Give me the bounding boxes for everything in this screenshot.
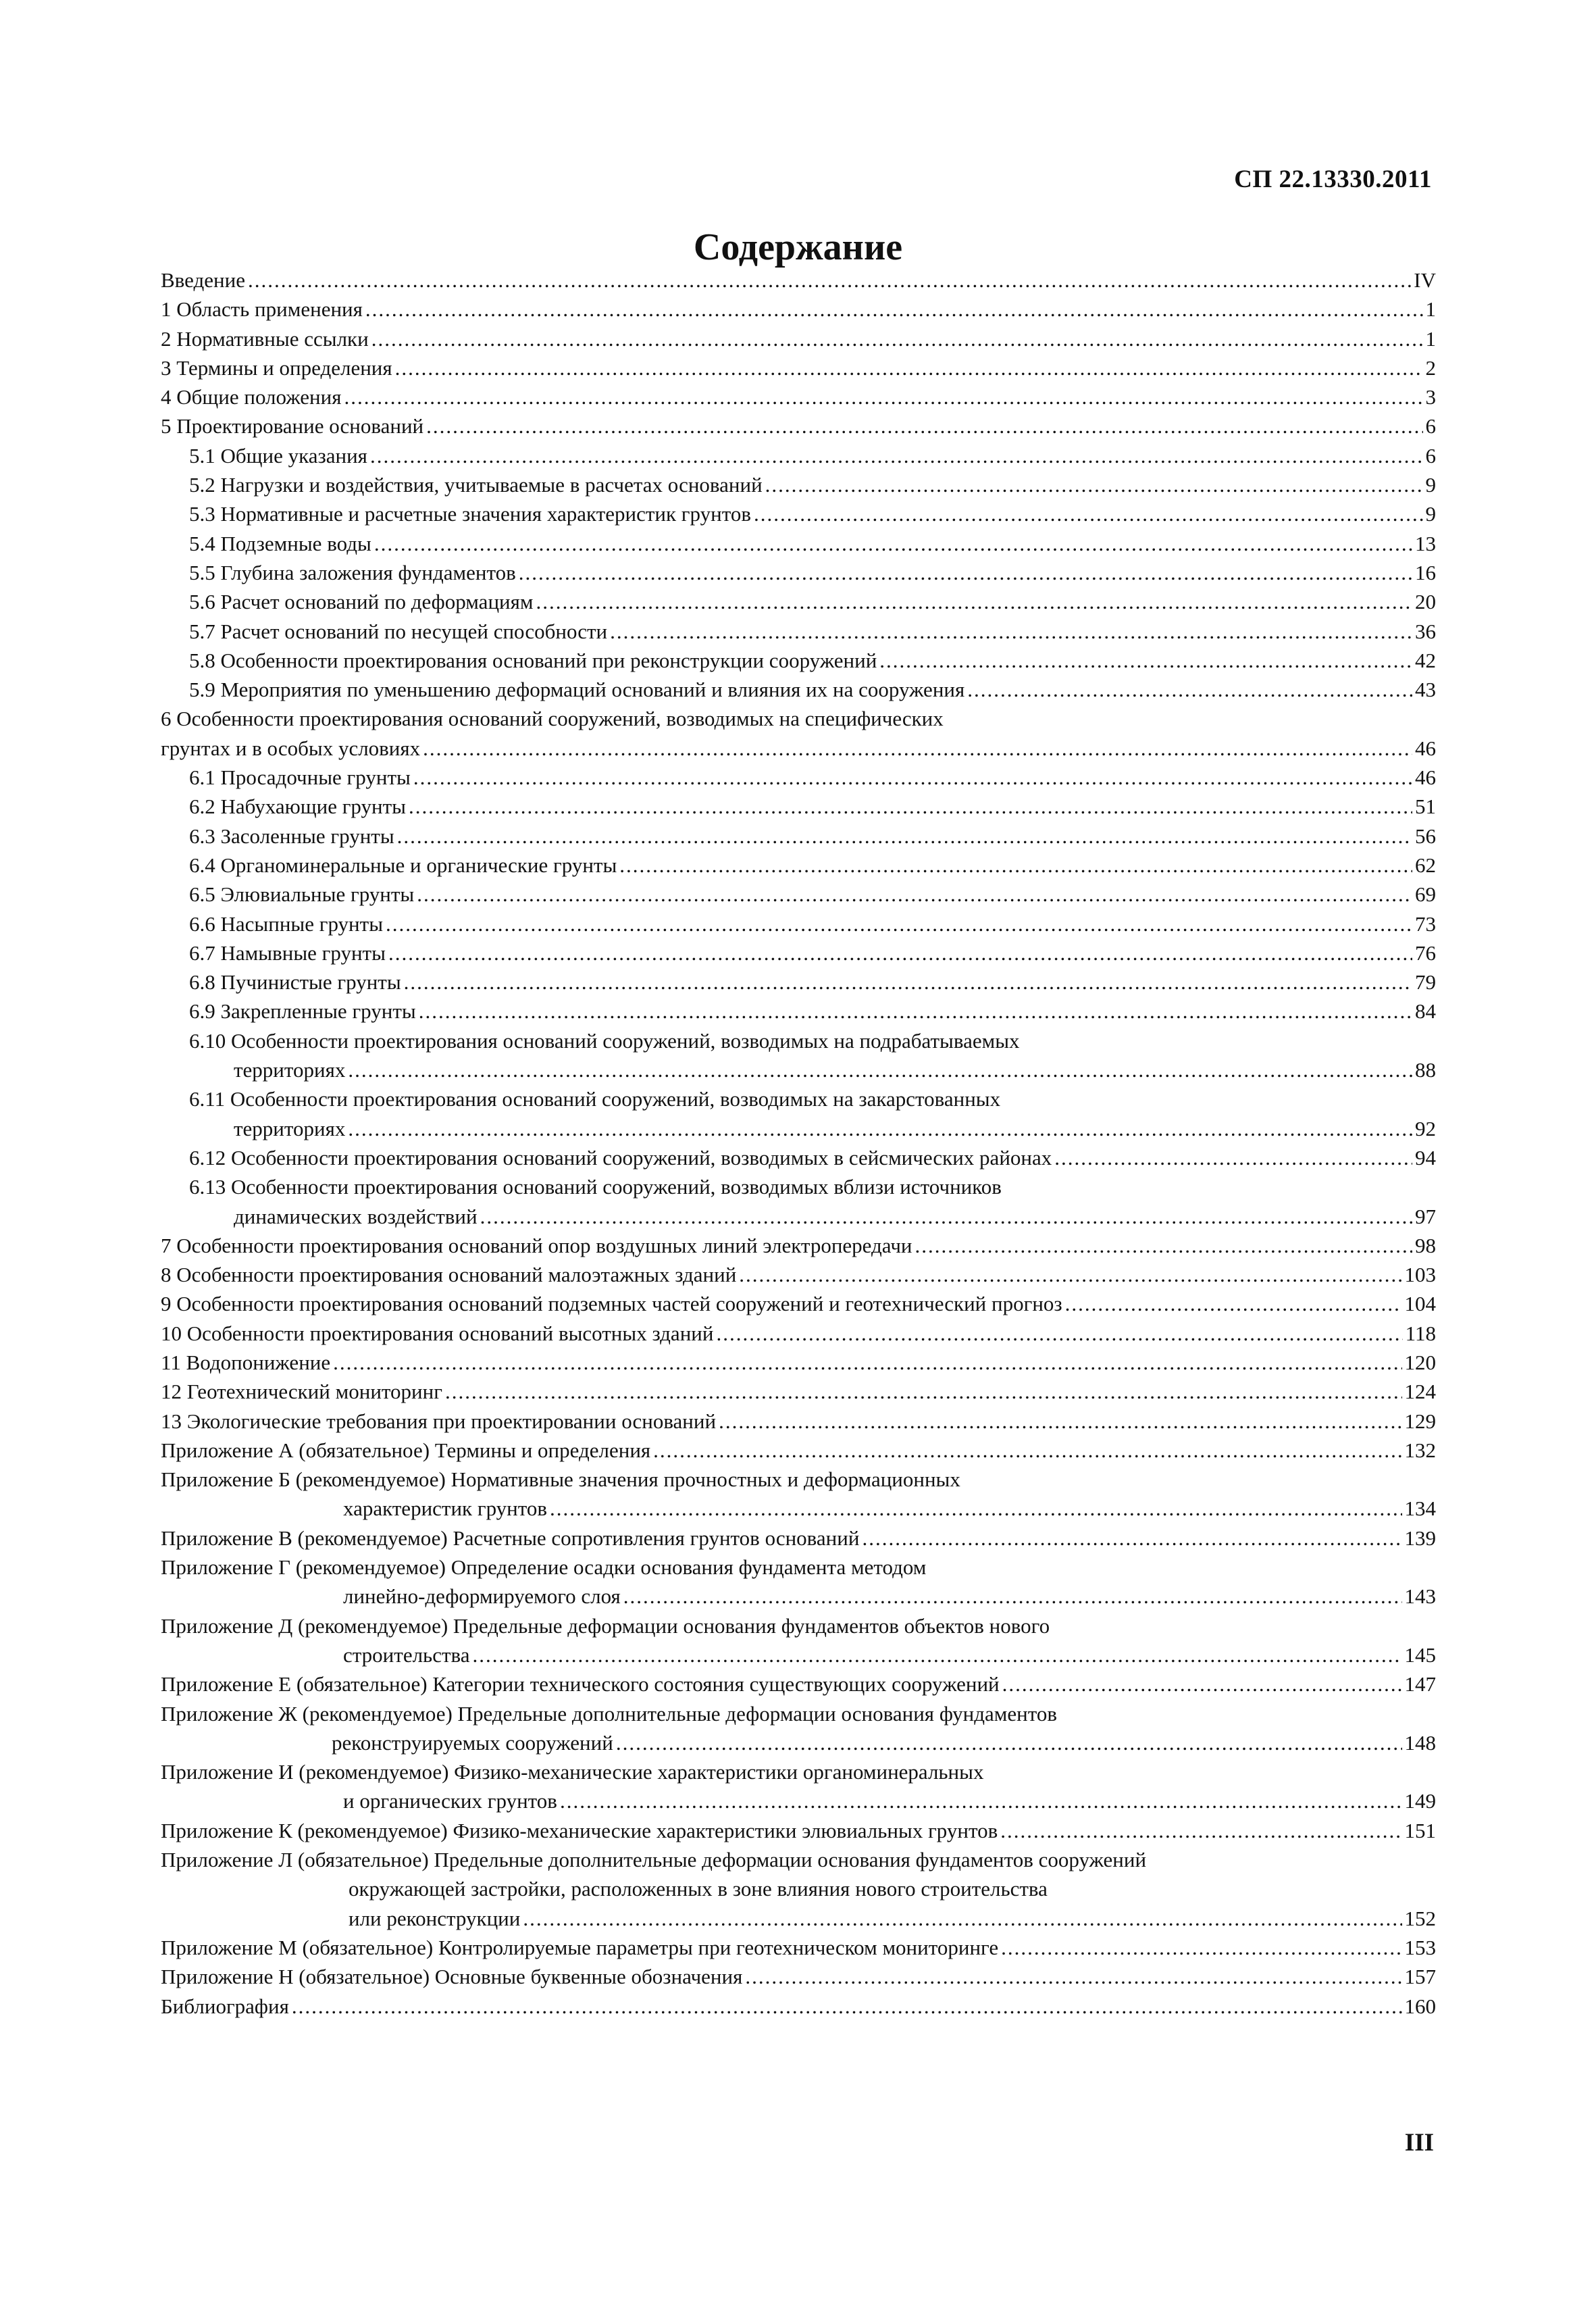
dot-leader	[1002, 1669, 1402, 1699]
toc-entry-row	[161, 763, 1436, 792]
dot-leader	[523, 1904, 1401, 1933]
toc-entry-page: 143	[1404, 1584, 1436, 1609]
dot-leader	[1065, 1289, 1402, 1318]
dot-leader	[397, 822, 1412, 851]
toc-entry-page: 13	[1415, 531, 1436, 555]
toc-entry-title: 5.4 Подземные воды	[189, 531, 371, 555]
dot-leader	[419, 997, 1412, 1026]
toc-entry-row	[161, 675, 1436, 704]
toc-entry-title: 7 Особенности проектирования оснований опор воздушных линий электропередачи	[161, 1233, 912, 1257]
toc-entry-title: Введение	[161, 268, 245, 292]
toc-entry-page: 152	[1404, 1906, 1436, 1930]
toc-entry-title: 3 Термины и определения	[161, 355, 392, 380]
toc-entry[interactable]	[161, 1992, 1436, 2021]
dot-leader	[1054, 1143, 1412, 1172]
toc-entry-page: 94	[1415, 1145, 1436, 1169]
toc-entry-title: 5.7 Расчет оснований по несущей способности	[189, 619, 608, 643]
toc-entry-row	[161, 938, 1436, 967]
toc-entry-row	[161, 880, 1436, 909]
toc-entry[interactable]	[161, 1699, 1436, 1758]
toc-entry-page: 129	[1404, 1409, 1436, 1433]
toc-entry-title: территориях	[234, 1116, 346, 1140]
toc-entry-page: 120	[1404, 1350, 1436, 1374]
toc-entry[interactable]	[161, 1845, 1436, 1933]
toc-entry-row	[161, 997, 1436, 1026]
toc-entry-heading-line: окружающей застройки, расположенных в зоне влияния нового строительства	[349, 1877, 1048, 1901]
toc-entry-page: 97	[1415, 1204, 1436, 1228]
toc-entry-page: 149	[1404, 1789, 1436, 1813]
dot-leader	[333, 1348, 1401, 1377]
toc-entry[interactable]	[161, 997, 1436, 1026]
toc-entry[interactable]	[161, 1377, 1436, 1406]
toc-entry-title: 5.8 Особенности проектирования оснований при реконструкции сооружений	[189, 648, 877, 672]
toc-entry-title: 12 Геотехнический мониторинг	[161, 1380, 442, 1404]
dot-leader	[915, 1231, 1412, 1260]
toc-entry-row	[161, 617, 1436, 646]
dot-leader	[967, 675, 1412, 704]
toc-entry-page: 132	[1404, 1438, 1436, 1462]
toc-entry-row	[161, 1933, 1436, 1962]
toc-entry-title: 6.12 Особенности проектирования оснований сооружений, возводимых в сейсмических районах	[189, 1145, 1052, 1169]
toc-entry-row	[161, 851, 1436, 880]
toc-entry-title: линейно-деформируемого слоя	[343, 1584, 621, 1609]
toc-entry-row	[161, 1377, 1436, 1406]
toc-entry-title: 6.2 Набухающие грунты	[189, 795, 406, 819]
toc-entry-row	[161, 558, 1436, 587]
dot-leader	[445, 1377, 1402, 1406]
toc-entry[interactable]	[161, 1143, 1436, 1172]
toc-entry-title: Приложение М (обязательное) Контролируемые параметры при геотехническом мониторинге	[161, 1935, 999, 1959]
toc-entry[interactable]	[161, 1757, 1436, 1816]
toc-entry-title: 1 Область применения	[161, 297, 363, 322]
toc-entry-title: 6.8 Пучинистые грунты	[189, 970, 401, 995]
toc-entry-page: 51	[1415, 795, 1436, 819]
toc-entry-title: 13 Экологические требования при проектировании оснований	[161, 1409, 717, 1433]
toc-entry[interactable]	[161, 266, 1436, 295]
dot-leader	[423, 734, 1412, 763]
toc-entry[interactable]	[161, 470, 1436, 499]
table-of-contents	[161, 266, 1436, 2021]
toc-entry-row	[161, 1348, 1436, 1377]
toc-entry-title: или реконструкции	[349, 1906, 521, 1930]
toc-entry[interactable]	[161, 1260, 1436, 1289]
toc-entry-title: реконструируемых сооружений	[332, 1730, 613, 1755]
toc-entry-title: 5.1 Общие указания	[189, 443, 367, 468]
toc-entry[interactable]	[161, 1084, 1436, 1143]
toc-entry-title: 6.3 Засоленные грунты	[189, 824, 394, 848]
dot-leader	[480, 1202, 1412, 1231]
toc-entry[interactable]	[161, 1407, 1436, 1436]
dot-leader	[395, 353, 1423, 382]
toc-entry-page: 103	[1404, 1263, 1436, 1287]
toc-entry-title: 6.4 Органоминеральные и органические грунты	[189, 853, 617, 877]
dot-leader	[765, 470, 1423, 499]
toc-entry-title: 5.2 Нагрузки и воздействия, учитываемые в расчетах оснований	[189, 473, 763, 497]
dot-leader	[1001, 1933, 1401, 1962]
toc-entry-page: 139	[1404, 1526, 1436, 1550]
toc-entry-title: Приложение Н (обязательное) Основные буквенные обозначения	[161, 1965, 743, 1989]
toc-entry-title: 6.9 Закрепленные грунты	[189, 999, 416, 1024]
toc-entry[interactable]	[161, 909, 1436, 938]
toc-entry-title: Приложение К (рекомендуемое) Физико-механические характеристики элювиальных грунтов	[161, 1818, 998, 1842]
toc-entry-page: 9	[1425, 473, 1436, 497]
dot-leader	[536, 587, 1412, 616]
toc-entry-page: 56	[1415, 824, 1436, 848]
dot-leader	[610, 617, 1412, 646]
toc-entry-page: 69	[1415, 882, 1436, 907]
dot-leader	[862, 1524, 1401, 1553]
toc-entry-row	[161, 1992, 1436, 2021]
toc-entry-title: строительства	[343, 1642, 470, 1667]
toc-entry-page: 1	[1425, 297, 1436, 322]
toc-entry-page: 46	[1415, 736, 1436, 760]
toc-entry[interactable]	[161, 880, 1436, 909]
toc-entry-row	[161, 1143, 1436, 1172]
page-title: Содержание	[693, 226, 903, 268]
toc-entry-heading-line: Приложение Б (рекомендуемое) Нормативные значения прочностных и деформационных	[161, 1467, 960, 1492]
toc-entry-page: 98	[1415, 1233, 1436, 1257]
toc-entry[interactable]	[161, 938, 1436, 967]
dot-leader	[754, 499, 1423, 528]
dot-leader	[292, 1992, 1402, 2021]
toc-entry-row	[161, 441, 1436, 470]
dot-leader	[248, 266, 1411, 295]
toc-entry-page: 9	[1425, 502, 1436, 526]
toc-entry-page: 104	[1404, 1292, 1436, 1316]
toc-entry[interactable]	[161, 499, 1436, 528]
toc-entry-title: 5.5 Глубина заложения фундаментов	[189, 560, 516, 584]
toc-entry[interactable]	[161, 1319, 1436, 1348]
toc-entry-page: 6	[1425, 414, 1436, 438]
dot-leader	[560, 1786, 1402, 1815]
toc-entry[interactable]	[161, 1231, 1436, 1260]
toc-entry-page: 134	[1404, 1496, 1436, 1521]
toc-entry-row	[161, 266, 1436, 295]
toc-entry[interactable]	[161, 1553, 1436, 1611]
toc-entry-row	[161, 529, 1436, 558]
toc-entry-title: 6.7 Намывные грунты	[189, 940, 386, 965]
toc-entry-title: 9 Особенности проектирования оснований подземных частей сооружений и геотехнический прогноз	[161, 1292, 1062, 1316]
toc-entry[interactable]	[161, 1611, 1436, 1670]
toc-entry-title: Приложение В (рекомендуемое) Расчетные сопротивления грунтов оснований	[161, 1526, 860, 1550]
toc-entry[interactable]	[161, 851, 1436, 880]
toc-entry-title: Библиография	[161, 1994, 289, 2018]
toc-entry-heading-line: Приложение Г (рекомендуемое) Определение осадки основания фундамента методом	[161, 1555, 927, 1580]
toc-entry[interactable]	[161, 1465, 1436, 1524]
toc-entry-page: 62	[1415, 853, 1436, 877]
toc-entry-row	[161, 1669, 1436, 1699]
toc-entry-row	[161, 470, 1436, 499]
toc-entry-title: 2 Нормативные ссылки	[161, 326, 369, 351]
toc-entry[interactable]	[161, 1816, 1436, 1845]
toc-entry-row	[161, 1962, 1436, 1991]
toc-entry[interactable]	[161, 1962, 1436, 1991]
toc-entry-row	[161, 1319, 1436, 1348]
toc-entry-title: 6.5 Элювиальные грунты	[189, 882, 415, 907]
toc-entry-page: 20	[1415, 590, 1436, 614]
toc-entry-title: динамических воздействий	[234, 1204, 478, 1228]
dot-leader	[386, 909, 1412, 938]
toc-entry[interactable]	[161, 763, 1436, 792]
toc-entry-page: 3	[1425, 385, 1436, 409]
toc-entry[interactable]	[161, 587, 1436, 616]
dot-leader	[374, 529, 1412, 558]
toc-entry-row	[161, 967, 1436, 997]
toc-entry-page: 73	[1415, 911, 1436, 936]
dot-leader	[413, 763, 1412, 792]
dot-leader	[344, 382, 1422, 411]
toc-entry-row	[161, 324, 1436, 353]
toc-entry-heading-line: 6.10 Особенности проектирования оснований сооружений, возводимых на подрабатываемых	[189, 1028, 1020, 1053]
toc-entry-heading-line: 6.11 Особенности проектирования оснований сооружений, возводимых на закарстованных	[189, 1087, 1001, 1111]
toc-entry-heading-line: 6 Особенности проектирования оснований сооружений, возводимых на специфических	[161, 707, 944, 731]
toc-entry[interactable]	[161, 382, 1436, 411]
dot-leader	[365, 295, 1423, 324]
dot-leader	[719, 1407, 1401, 1436]
toc-entry[interactable]	[161, 1669, 1436, 1699]
toc-entry[interactable]	[161, 1933, 1436, 1962]
toc-entry[interactable]	[161, 675, 1436, 704]
toc-entry-page: 2	[1425, 355, 1436, 380]
dot-leader	[472, 1640, 1401, 1669]
dot-leader	[371, 324, 1423, 353]
toc-entry-page: 1	[1425, 326, 1436, 351]
toc-entry-page: 46	[1415, 765, 1436, 790]
toc-entry-heading-line: Приложение Ж (рекомендуемое) Предельные дополнительные деформации основания фундаментов	[161, 1701, 1057, 1726]
toc-entry[interactable]	[161, 411, 1436, 441]
toc-entry[interactable]	[161, 529, 1436, 558]
toc-entry-page: 153	[1404, 1935, 1436, 1959]
toc-entry[interactable]	[161, 1289, 1436, 1318]
toc-entry-row	[161, 1260, 1436, 1289]
toc-entry-page: 118	[1405, 1321, 1436, 1345]
dot-leader	[616, 1728, 1402, 1757]
toc-entry-heading-line: Приложение Д (рекомендуемое) Предельные деформации основания фундаментов объектов нового	[161, 1613, 1050, 1638]
toc-entry[interactable]	[161, 1524, 1436, 1553]
toc-entry-title: 10 Особенности проектирования оснований высотных зданий	[161, 1321, 714, 1345]
toc-entry-row	[161, 792, 1436, 821]
toc-entry[interactable]	[161, 1026, 1436, 1085]
toc-entry-page: 16	[1415, 560, 1436, 584]
toc-entry[interactable]	[161, 967, 1436, 997]
toc-entry-page: 157	[1404, 1965, 1436, 1989]
toc-entry-row	[161, 1407, 1436, 1436]
toc-entry-page: 84	[1415, 999, 1436, 1024]
dot-leader	[388, 938, 1412, 967]
toc-entry[interactable]	[161, 1172, 1436, 1231]
toc-entry-title: 6.1 Просадочные грунты	[189, 765, 411, 790]
dot-leader	[348, 1114, 1412, 1143]
toc-entry-page: 92	[1415, 1116, 1436, 1140]
toc-entry-row	[161, 1640, 1436, 1669]
toc-entry-title: характеристик грунтов	[343, 1496, 548, 1521]
toc-entry[interactable]	[161, 704, 1436, 763]
toc-entry-row	[161, 1786, 1436, 1815]
toc-entry-row	[161, 353, 1436, 382]
toc-entry[interactable]	[161, 353, 1436, 382]
toc-entry-row	[161, 1524, 1436, 1553]
toc-entry-title: 5.9 Мероприятия по уменьшению деформаций оснований и влияния их на сооружения	[189, 678, 965, 702]
toc-entry-row	[161, 1436, 1436, 1465]
toc-entry-page: 151	[1404, 1818, 1436, 1842]
toc-entry-heading-line: Приложение И (рекомендуемое) Физико-механические характеристики органоминеральных	[161, 1760, 984, 1784]
toc-entry-page: 76	[1415, 940, 1436, 965]
dot-leader	[519, 558, 1412, 587]
toc-entry-title: территориях	[234, 1058, 346, 1082]
toc-entry-page: 79	[1415, 970, 1436, 995]
toc-entry-row	[161, 1289, 1436, 1318]
dot-leader	[370, 441, 1423, 470]
toc-entry[interactable]	[161, 617, 1436, 646]
dot-leader	[739, 1260, 1401, 1289]
page-number: III	[1404, 2129, 1434, 2157]
toc-entry-row	[161, 411, 1436, 441]
toc-entry-row	[161, 1816, 1436, 1845]
toc-entry[interactable]	[161, 1348, 1436, 1377]
dot-leader	[619, 851, 1412, 880]
toc-entry-row	[161, 822, 1436, 851]
toc-entry[interactable]	[161, 792, 1436, 821]
toc-entry-title: 4 Общие положения	[161, 385, 342, 409]
toc-entry-page: 43	[1415, 678, 1436, 702]
toc-entry-row	[161, 295, 1436, 324]
toc-entry[interactable]	[161, 441, 1436, 470]
toc-entry[interactable]	[161, 646, 1436, 675]
dot-leader	[653, 1436, 1401, 1465]
toc-entry-row	[161, 1114, 1436, 1143]
toc-entry-title: 5 Проектирование оснований	[161, 414, 424, 438]
toc-entry-page: 88	[1415, 1058, 1436, 1082]
toc-entry-title: грунтах и в особых условиях	[161, 736, 421, 760]
toc-entry[interactable]	[161, 295, 1436, 324]
toc-entry[interactable]	[161, 822, 1436, 851]
toc-entry-title: 5.6 Расчет оснований по деформациям	[189, 590, 534, 614]
toc-entry[interactable]	[161, 558, 1436, 587]
dot-leader	[623, 1582, 1402, 1611]
toc-entry-page: 148	[1404, 1730, 1436, 1755]
dot-leader	[426, 411, 1422, 441]
toc-entry-page: 36	[1415, 619, 1436, 643]
toc-entry-row	[161, 382, 1436, 411]
toc-entry[interactable]	[161, 1436, 1436, 1465]
toc-entry-heading-line: Приложение Л (обязательное) Предельные дополнительные деформации основания фундаментов сооружений	[161, 1848, 1147, 1872]
toc-entry-row	[161, 1582, 1436, 1611]
dot-leader	[348, 1055, 1412, 1084]
toc-entry-page: 42	[1415, 648, 1436, 672]
dot-leader	[716, 1319, 1402, 1348]
toc-entry-row	[161, 1055, 1436, 1084]
toc-entry-title: 11 Водопонижение	[161, 1350, 331, 1374]
toc-entry-title: Приложение А (обязательное) Термины и определения	[161, 1438, 651, 1462]
toc-entry-title: 5.3 Нормативные и расчетные значения характеристик грунтов	[189, 502, 751, 526]
dot-leader	[409, 792, 1412, 821]
toc-entry-row	[161, 1728, 1436, 1757]
dot-leader	[879, 646, 1412, 675]
toc-entry-row	[161, 1494, 1436, 1523]
toc-entry-page: 124	[1404, 1380, 1436, 1404]
toc-entry-title: и органических грунтов	[343, 1789, 557, 1813]
toc-entry-page: 160	[1404, 1994, 1436, 2018]
dot-leader	[745, 1962, 1401, 1991]
toc-entry-heading-line: 6.13 Особенности проектирования оснований сооружений, возводимых вблизи источников	[189, 1175, 1002, 1199]
toc-entry-row	[161, 646, 1436, 675]
toc-entry-page: 6	[1425, 443, 1436, 468]
dot-leader	[550, 1494, 1401, 1523]
toc-entry-row	[161, 734, 1436, 763]
toc-entry[interactable]	[161, 324, 1436, 353]
toc-entry-row	[161, 499, 1436, 528]
toc-entry-page: 145	[1404, 1642, 1436, 1667]
dot-leader	[1000, 1816, 1401, 1845]
toc-entry-row	[161, 1202, 1436, 1231]
toc-entry-row	[161, 1231, 1436, 1260]
toc-entry-page: 147	[1404, 1672, 1436, 1696]
toc-entry-row	[161, 909, 1436, 938]
toc-entry-row	[161, 587, 1436, 616]
toc-entry-title: 6.6 Насыпные грунты	[189, 911, 384, 936]
toc-entry-row	[161, 1904, 1436, 1933]
toc-entry-title: Приложение Е (обязательное) Категории технического состояния существующих сооружений	[161, 1672, 1000, 1696]
toc-entry-title: 8 Особенности проектирования оснований малоэтажных зданий	[161, 1263, 737, 1287]
dot-leader	[417, 880, 1412, 909]
dot-leader	[404, 967, 1412, 997]
document-code: СП 22.13330.2011	[1234, 166, 1432, 193]
toc-entry-page: IV	[1414, 268, 1436, 292]
